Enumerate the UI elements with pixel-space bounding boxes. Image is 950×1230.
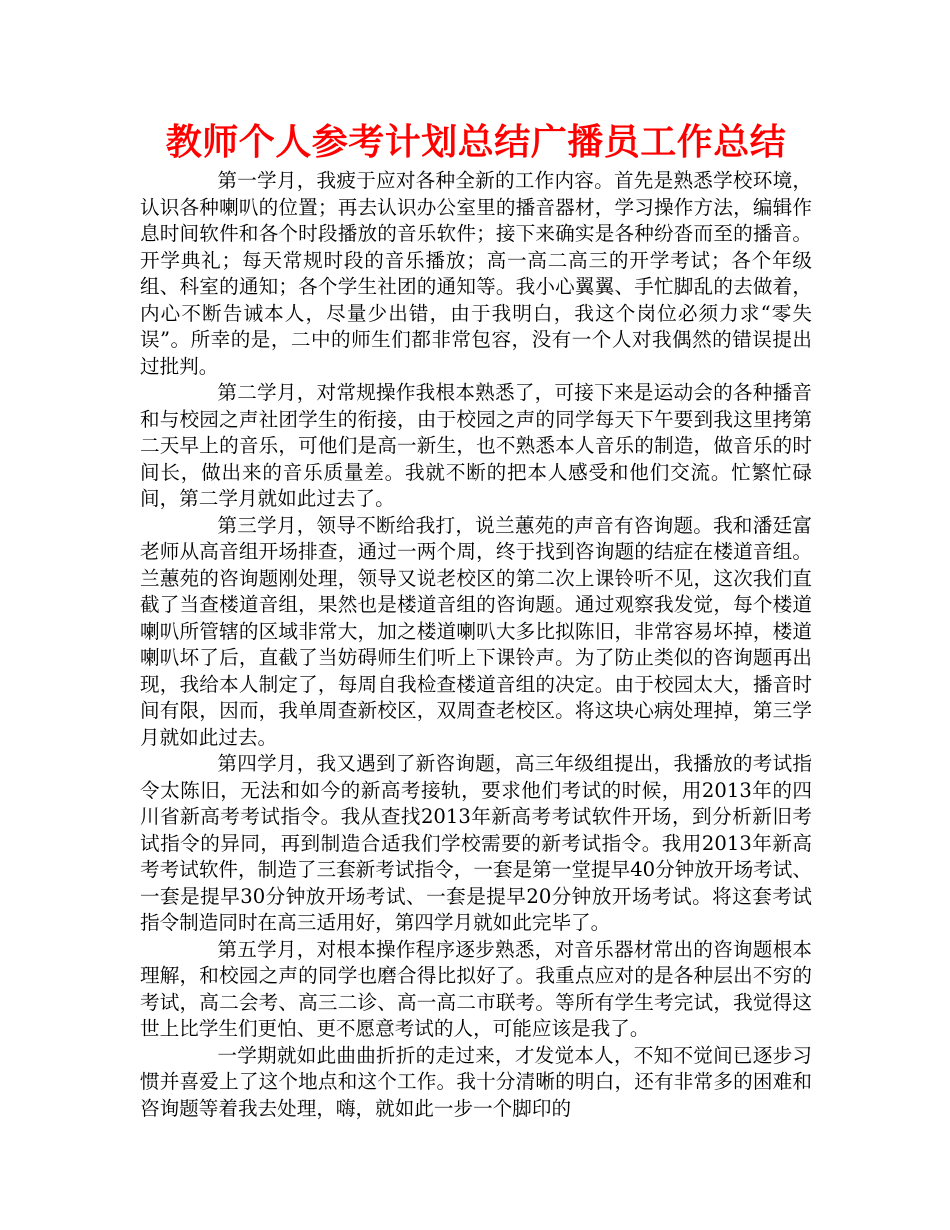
paragraph-month-2: 第二学月，对常规操作我根本熟悉了，可接下来是运动会的各种播音和与校园之声社团学生的衔接，由于校园之声的同学每天下午要到我这里拷第二天早上的音乐，可他们是高一新生，也不熟悉本人音乐的制造，做音乐的时间长，做出来的音乐质量差。我就不断的把本人感受和他们交流。忙繁忙碌间，第二学月就如此过去了。 — [140, 381, 812, 510]
paragraph-month-4: 第四学月，我又遇到了新咨询题，高三年级组提出，我播放的考试指令太陈旧，无法和如今的新高考接轨，要求他们考试的时候，用2013年的四川省新高考考试指令。我从查找2013年新高考考试软件开场，到分析新旧考试指令的异同，再到制造合适我们学校需要的新考试指令。我用2013年新高考考试软件，制造了三套新考试指令，一套是第一堂提早40分钟放开场考试、一套是提早30分钟放开场考试、一套是提早20分钟放开场考试。将这套考试指令制造同时在高三适用好，第四学月就如此完毕了。 — [140, 752, 812, 934]
document-body — [140, 168, 812, 1122]
paragraph-semester-summary: 一学期就如此曲曲折折的走过来，才发觉本人，不知不觉间已逐步习惯并喜爱上了这个地点和这个工作。我十分清晰的明白，还有非常多的困难和咨询题等着我去处理，嗨，就如此一步一个脚印的 — [140, 1043, 812, 1120]
paragraph-month-5: 第五学月，对根本操作程序逐步熟悉，对音乐器材常出的咨询题根本理解，和校园之声的同学也磨合得比拟好了。我重点应对的是各种层出不穷的考试，高二会考、高三二诊、高一高二市联考。等所有学生考完试，我觉得这世上比学生们更怕、更不愿意考试的人，可能应该是我了。 — [140, 937, 812, 1040]
document-title: 教师个人参考计划总结广播员工作总结 — [165, 122, 787, 163]
paragraph-month-1: 第一学月，我疲于应对各种全新的工作内容。首先是熟悉学校环境，认识各种喇叭的位置；再去认识办公室里的播音器材，学习操作方法，编辑作息时间软件和各个时段播放的音乐软件；接下来确实是各种纷沓而至的播音。开学典礼；每天常规时段的音乐播放；高一高二高三的开学考试；各个年级组、科室的通知；各个学生社团的通知等。我小心翼翼、手忙脚乱的去做着，内心不断告诫本人，尽量少出错，由于我明白，我这个岗位必须力求“零失误”。所幸的是，二中的师生们都非常包容，没有一个人对我偶然的错误提出过批判。 — [140, 169, 812, 378]
paragraph-month-3: 第三学月，领导不断给我打，说兰蕙苑的声音有咨询题。我和潘廷富老师从高音组开场排查，通过一两个周，终于找到咨询题的结症在楼道音组。兰蕙苑的咨询题刚处理，领导又说老校区的第二次上课铃听不见，这次我们直截了当查楼道音组，果然也是楼道音组的咨询题。通过观察我发觉，每个楼道喇叭所管辖的区域非常大，加之楼道喇叭大多比拟陈旧，非常容易坏掉，楼道喇叭坏了后，直截了当妨碍师生们听上下课铃声。为了防止类似的咨询题再出现，我给本人制定了，每周自我检查楼道音组的决定。由于校园太大，播音时间有限，因而，我单周查新校区，双周查老校区。将这块心病处理掉，第三学月就如此过去。 — [140, 513, 812, 749]
document-page — [140, 118, 812, 1122]
